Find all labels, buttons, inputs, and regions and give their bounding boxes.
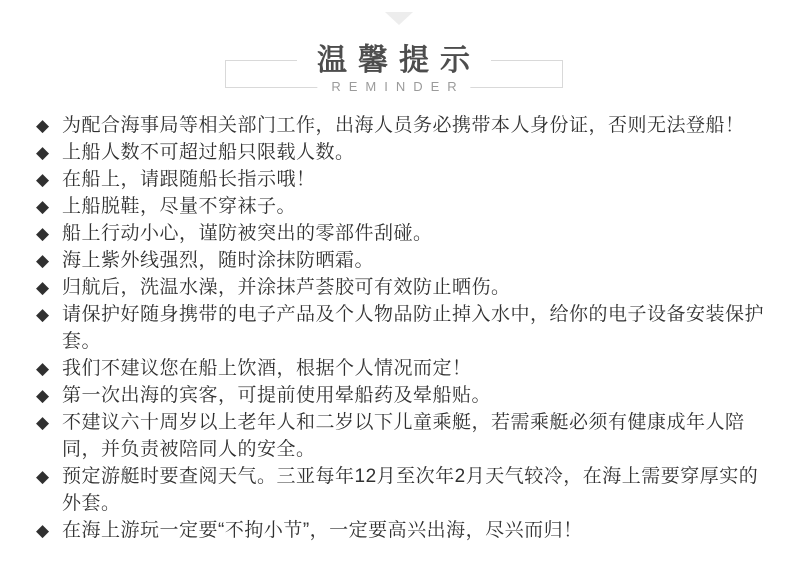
- tip-text: 上船人数不可超过船只限载人数。: [62, 142, 355, 163]
- list-item: [36, 463, 772, 517]
- tip-text: 预定游艇时要查阅天气。三亚每年12月至次年2月天气较冷，在海上需要穿厚实的外套。: [62, 466, 759, 514]
- tip-text: 请保护好随身携带的电子产品及个人物品防止掉入水中，给你的电子设备安装保护套。: [62, 304, 765, 352]
- list-item: [36, 517, 772, 544]
- tip-text: 在船上，请跟随船长指示哦！: [62, 169, 316, 190]
- list-item: [36, 382, 772, 409]
- diamond-bullet-icon: ◆: [36, 170, 50, 189]
- list-item: [36, 220, 772, 247]
- page-subtitle: REMINDER: [317, 79, 470, 95]
- tip-text: 不建议六十周岁以上老年人和二岁以下儿童乘艇，若需乘艇必须有健康成年人陪同，并负责被陪同人的安全。: [62, 412, 745, 460]
- diamond-bullet-icon: ◆: [36, 413, 50, 432]
- tip-text: 我们不建议您在船上饮酒，根据个人情况而定！: [62, 358, 472, 379]
- diamond-bullet-icon: ◆: [36, 278, 50, 297]
- list-item: [36, 409, 772, 463]
- diamond-bullet-icon: ◆: [36, 359, 50, 378]
- list-item: [36, 112, 772, 139]
- diamond-bullet-icon: ◆: [36, 467, 50, 486]
- list-item: [36, 247, 772, 274]
- tip-text: 在海上游玩一定要“不拘小节”，一定要高兴出海，尽兴而归！: [62, 520, 583, 541]
- diamond-bullet-icon: ◆: [36, 197, 50, 216]
- list-item: [36, 139, 772, 166]
- tip-text: 船上行动小心，谨防被突出的零部件刮碰。: [62, 223, 433, 244]
- tip-text: 第一次出海的宾客，可提前使用晕船药及晕船贴。: [62, 385, 492, 406]
- list-item: [36, 193, 772, 220]
- list-item: [36, 355, 772, 382]
- page-title: 温馨提示: [297, 44, 491, 78]
- diamond-bullet-icon: ◆: [36, 386, 50, 405]
- tips-list: [36, 112, 772, 544]
- list-item: [36, 274, 772, 301]
- list-item: [36, 166, 772, 193]
- diamond-bullet-icon: ◆: [36, 305, 50, 324]
- diamond-bullet-icon: ◆: [36, 521, 50, 540]
- diamond-bullet-icon: ◆: [36, 143, 50, 162]
- list-item: [36, 301, 772, 355]
- diamond-bullet-icon: ◆: [36, 224, 50, 243]
- tip-text: 归航后，洗温水澡，并涂抹芦荟胶可有效防止晒伤。: [62, 277, 511, 298]
- diamond-bullet-icon: ◆: [36, 116, 50, 135]
- diamond-bullet-icon: ◆: [36, 251, 50, 270]
- arrow-down-icon: [385, 12, 413, 25]
- tip-text: 上船脱鞋，尽量不穿袜子。: [62, 196, 297, 217]
- tip-text: 为配合海事局等相关部门工作，出海人员务必携带本人身份证，否则无法登船！: [62, 115, 745, 136]
- tip-text: 海上紫外线强烈，随时涂抹防晒霜。: [62, 250, 375, 271]
- header-box: [225, 44, 563, 94]
